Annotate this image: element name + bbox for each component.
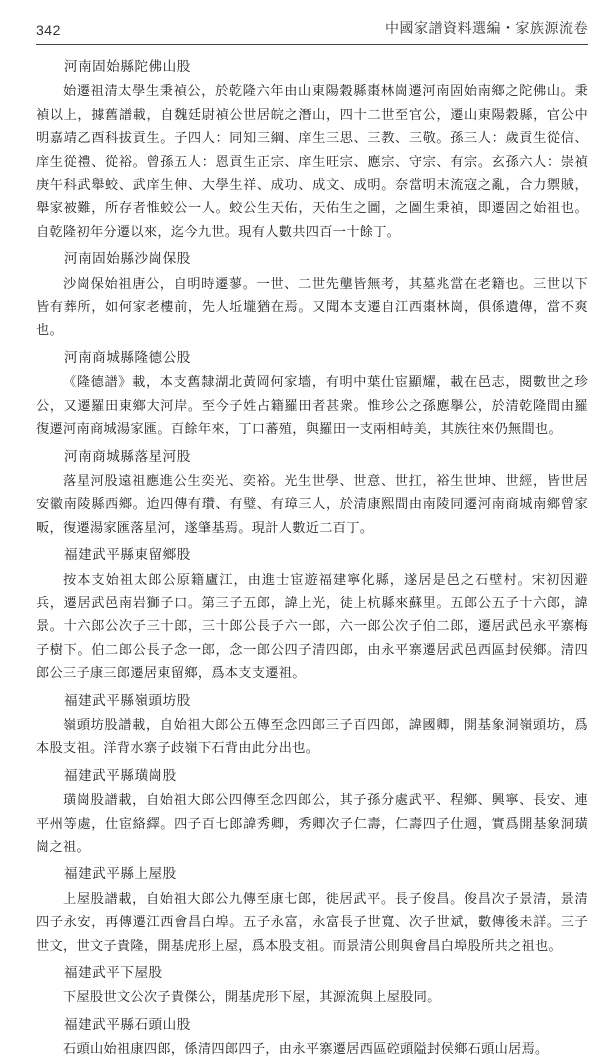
section-lingtoufang bbox=[36, 690, 588, 761]
page-body bbox=[36, 52, 588, 1058]
section-longde bbox=[36, 347, 588, 442]
section-xiawu bbox=[36, 962, 588, 1010]
section-title: 河南固始縣沙崗保股 bbox=[64, 251, 191, 268]
section-title: 河南商城縣隆德公股 bbox=[64, 349, 191, 366]
section-paragraph: 沙崗保始祖唐公，自明時遷蓼。一世、二世先壟皆無考，其墓兆當在老籍也。三世以下皆有葬所，如何家老樓前，先人坵壠猶在焉。又聞本支遷自江西棗林崗，俱係遺傳，當不爽也。 bbox=[36, 276, 588, 339]
section-title: 福建武平縣璜崗股 bbox=[64, 767, 177, 784]
running-title: 中國家譜資料選編・家族源流卷 bbox=[385, 21, 588, 37]
section-title: 福建武平縣石頭山股 bbox=[64, 1016, 191, 1033]
page-header bbox=[36, 18, 588, 45]
section-shangwu bbox=[36, 863, 588, 958]
section-paragraph: 嶺頭坊股譜載，自始祖大郎公五傳至念四郎三子百四郎，諱國卿，開基象洞嶺頭坊，爲本股支祖。洋背水寨子歧嶺下石背由此分出也。 bbox=[36, 717, 588, 757]
section-paragraph: 下屋股世文公次子貴傑公，開基虎形下屋，其源流與上屋股同。 bbox=[63, 990, 441, 1006]
section-paragraph: 上屋股譜載，自始祖大郎公九傳至康七郎，徙居武平。長子俊昌。俊昌次子景清，景清四子永安，再傳遷江西會昌白埠。五子永富，永富長子世寬、次子世斌，數傳後未詳。三子世文，世文子貴隆，開基虎形上屋，爲本股支祖。而景清公則與會昌白埠股所共之祖也。 bbox=[36, 891, 588, 954]
section-paragraph: 按本支始祖太郎公原籍廬江，由進士宦遊福建寧化縣，遂居是邑之石壁村。宋初因避兵，遷居武邑南岩獅子口。第三子五郎，諱上光，徒上杭縣來蘇里。五郎公五子十六郎，諱景。十六郎公次子三十郎，三十郎公長子六一郎，六一郎公次子伯二郎，遷居武邑永平寨梅子樹下。伯二郎公長子念一郎，念一郎公四子清四郎，由永平寨遷居武邑西區封侯鄉。清四郎公三子康三郎遷居東留鄉，爲本支支遷祖。 bbox=[36, 572, 588, 682]
section-luoxinghe bbox=[36, 446, 588, 541]
section-title: 河南商城縣落星河股 bbox=[64, 448, 191, 465]
section-title: 福建武平縣嶺頭坊股 bbox=[64, 692, 191, 709]
section-paragraph: 石頭山始祖康四郎，係清四郎四子，由永平寨遷居西區硿頭隘封侯鄉石頭山居焉。 bbox=[63, 1042, 549, 1058]
section-title: 福建武平縣上屋股 bbox=[64, 866, 177, 883]
section-shagangbao bbox=[36, 248, 588, 343]
section-taoshan bbox=[36, 56, 588, 244]
section-paragraph: 始遷祖清太學生秉禎公，於乾隆六年由山東陽穀縣棗林崗遷河南固始南鄉之陀佛山。秉禎以上，據舊譜載，自魏廷尉禎公世居皖之潛山，四十二世至官公，遷山東陽穀縣，官公中明嘉靖乙酉科拔貢生。子四人：同知三綱、庠生三思、三教、三敬。孫三人：歲貢生從信、庠生從禮、從裕。曾孫五人：恩貢生正宗、庠生旺宗、應宗、守宗、有宗。玄孫六人：崇禎庚午科武舉蛟、武庠生伸、大學生祥、成功、成文、成明。奈當明末流寇之亂，合力禦賊，舉家被難，所存者惟蛟公一人。蛟公生天佑，天佑生之圖，之圖生秉禎，即遷固之始祖也。自乾隆初年分遷以來，迄今九世。現有人數共四百一十餘丁。 bbox=[36, 84, 588, 240]
section-huanggang bbox=[36, 765, 588, 860]
section-paragraph: 《隆德譜》載，本支舊隸湖北黃岡何家墻，有明中葉仕宦顯耀，載在邑志，閱數世之珍公，又遷羅田東鄉大河岸。至今子姓占籍羅田者甚衆。惟珍公之孫應擧公，於清乾隆間由羅復遷河南商城湯家匯。百餘年來，丁口蕃殖，與羅田一支兩相峙美，其族往來仍無間也。 bbox=[36, 375, 588, 438]
section-title: 福建武平縣東留鄉股 bbox=[64, 547, 191, 564]
section-paragraph: 落星河股遠祖應進公生奕光、奕裕。光生世學、世意、世扛，裕生世坤、世經，皆世居安徽南陵縣西鄉。迨四傳有瓚、有璧、有璋三人，於清康熙間由南陵同遷河南商城南鄉曾家畈，復遷湯家匯落星河，遂肇基焉。現計人數近二百丁。 bbox=[36, 473, 588, 536]
section-title: 河南固始縣陀佛山股 bbox=[64, 59, 191, 75]
section-title: 福建武平下屋股 bbox=[64, 965, 163, 982]
section-paragraph: 璜崗股譜載，自始祖大郎公四傳至念四郎公，其子孫分處武平、程鄉、興寧、長安、連平州等處，仕宦絡繹。四子百七郎諱秀卿，秀卿次子仁壽，仁壽四子仕週，實爲開基象洞璜崗之祖。 bbox=[36, 793, 588, 855]
section-dongliu bbox=[36, 544, 588, 685]
page-number: 342 bbox=[36, 22, 61, 38]
section-shitoushan bbox=[36, 1014, 588, 1062]
